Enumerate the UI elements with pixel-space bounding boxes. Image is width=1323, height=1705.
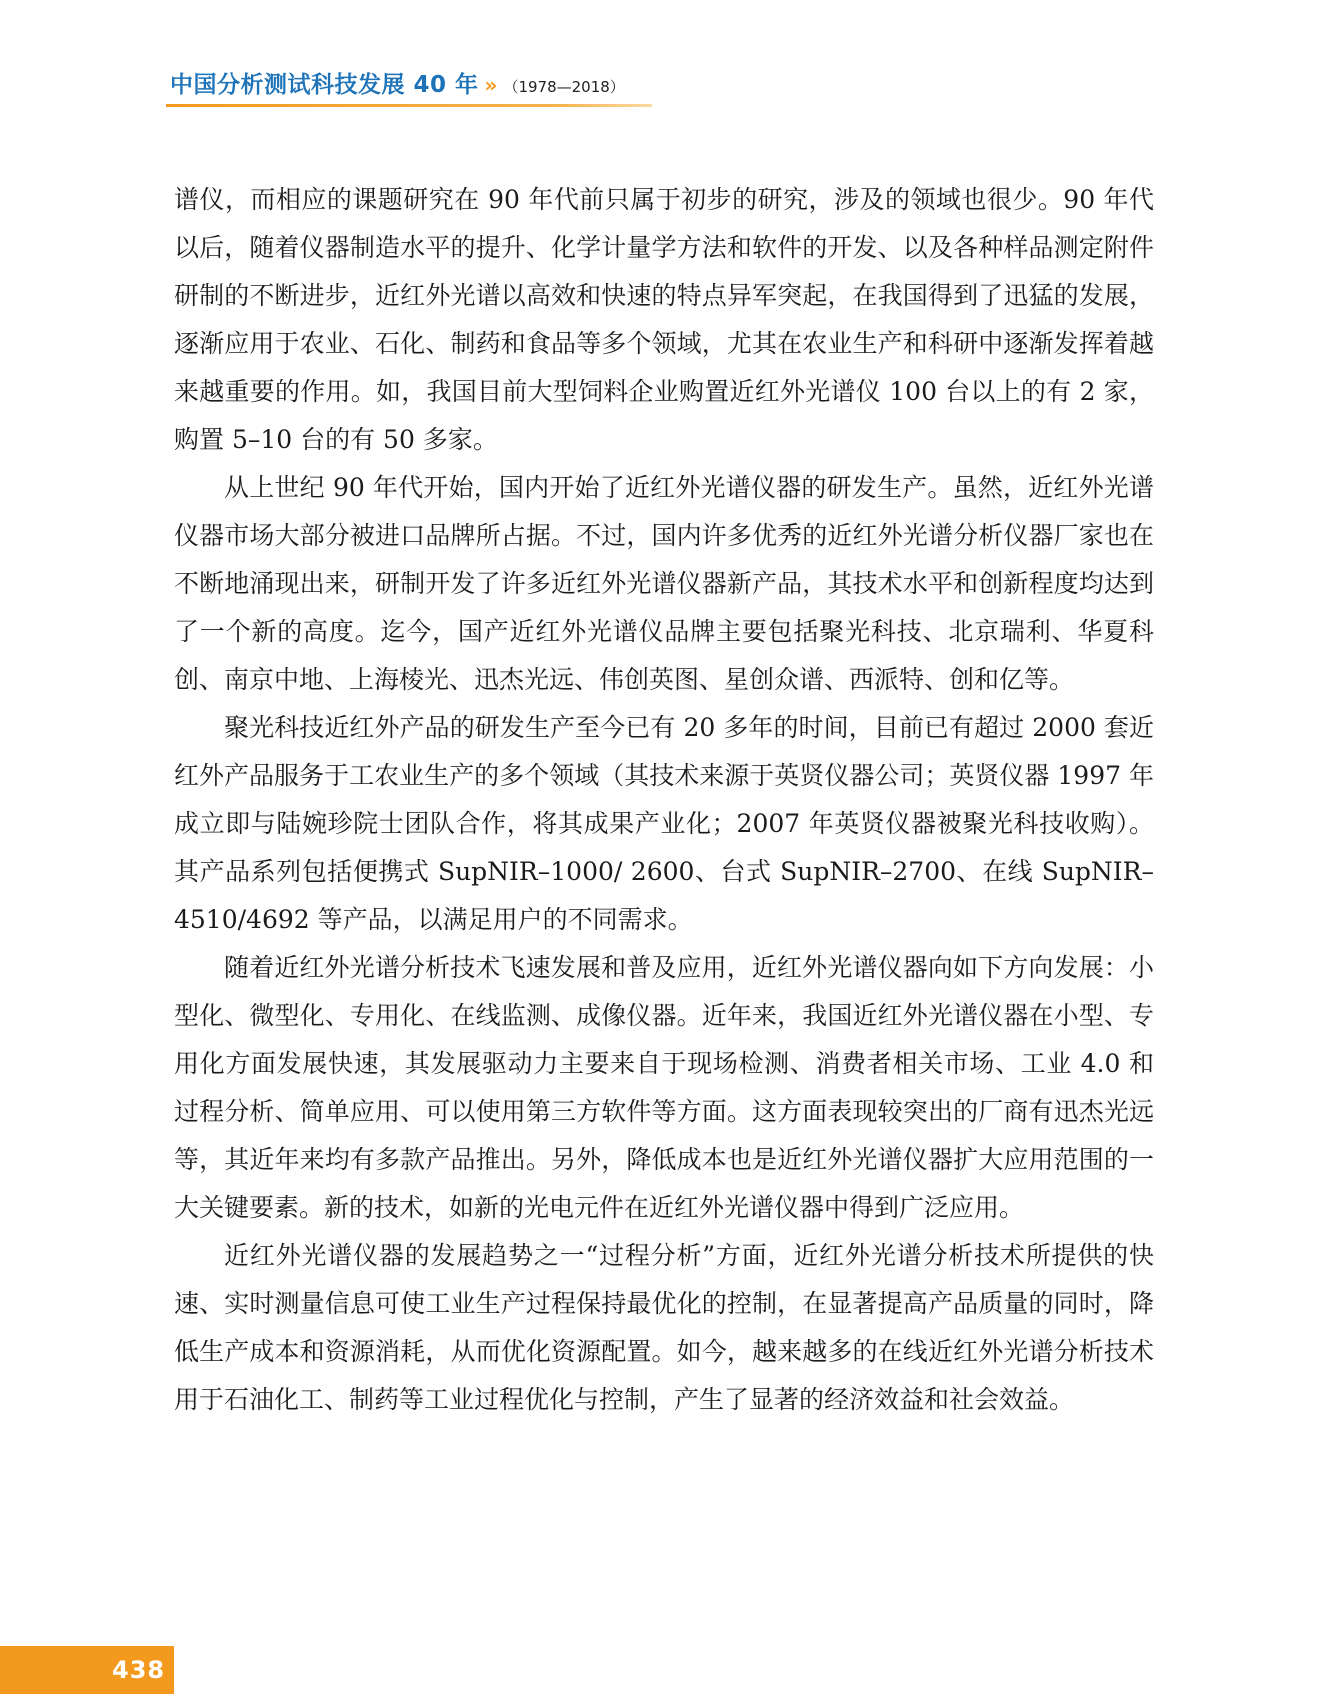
paragraph-5: 近红外光谱仪器的发展趋势之一“过程分析”方面，近红外光谱分析技术所提供的快速、实时测量信息可使工业生产过程保持最优化的控制，在显著提高产品质量的同时，降低生产成本和资源消耗，从而优化资源配置。如今，越来越多的在线近红外光谱分析技术用于石油化工、制药等工业过程优化与控制，产生了显著的经济效益和社会效益。 bbox=[174, 1241, 1154, 1414]
running-header bbox=[170, 66, 625, 102]
header-divider bbox=[166, 104, 652, 107]
paragraph-4: 随着近红外光谱分析技术飞速发展和普及应用，近红外光谱仪器向如下方向发展：小型化、微型化、专用化、在线监测、成像仪器。近年来，我国近红外光谱仪器在小型、专用化方面发展快速，其发展驱动力主要来自于现场检测、消费者相关市场、工业 4.0 和过程分析、简单应用、可以使用第三方软件等方面。这方面表现较突出的厂商有迅杰光远等，其近年来均有多款产品推出。另外，降低成本也是近红外光谱仪器扩大应用范围的一大关键要素。新的技术，如新的光电元件在近红外光谱仪器中得到广泛应用。 bbox=[174, 953, 1154, 1222]
page-number: 438 bbox=[112, 1656, 166, 1684]
body-text bbox=[174, 176, 1154, 1424]
paragraph-2: 从上世纪 90 年代开始，国内开始了近红外光谱仪器的研发生产。虽然，近红外光谱仪器市场大部分被进口品牌所占据。不过，国内许多优秀的近红外光谱分析仪器厂家也在不断地涌现出来，研制开发了许多近红外光谱仪器新产品，其技术水平和创新程度均达到了一个新的高度。迄今，国产近红外光谱仪品牌主要包括聚光科技、北京瑞利、华夏科创、南京中地、上海棱光、迅杰光远、伟创英图、星创众谱、西派特、创和亿等。 bbox=[174, 473, 1154, 694]
year-range: （1978—2018） bbox=[503, 78, 625, 96]
paragraph-3: 聚光科技近红外产品的研发生产至今已有 20 多年的时间，目前已有超过 2000 套近红外产品服务于工农业生产的多个领域（其技术来源于英贤仪器公司；英贤仪器 1997 年成立即与陆婉珍院士团队合作，将其成果产业化；2007 年英贤仪器被聚光科技收购）。其产品系列包括便携式 SupNIR–1000/ 2600、台式 SupNIR–2700、在线 SupNIR–4510/4692 等产品，以满足用户的不同需求。 bbox=[174, 713, 1154, 934]
chevron-right-icon: » bbox=[484, 73, 498, 97]
paragraph-1: 谱仪，而相应的课题研究在 90 年代前只属于初步的研究，涉及的领域也很少。90 年代以后，随着仪器制造水平的提升、化学计量学方法和软件的开发、以及各种样品测定附件研制的不断进步，近红外光谱以高效和快速的特点异军突起，在我国得到了迅猛的发展，逐渐应用于农业、石化、制药和食品等多个领域，尤其在农业生产和科研中逐渐发挥着越来越重要的作用。如，我国目前大型饲料企业购置近红外光谱仪 100 台以上的有 2 家，购置 5–10 台的有 50 多家。 bbox=[174, 185, 1154, 454]
book-title: 中国分析测试科技发展 40 年 bbox=[170, 72, 479, 98]
